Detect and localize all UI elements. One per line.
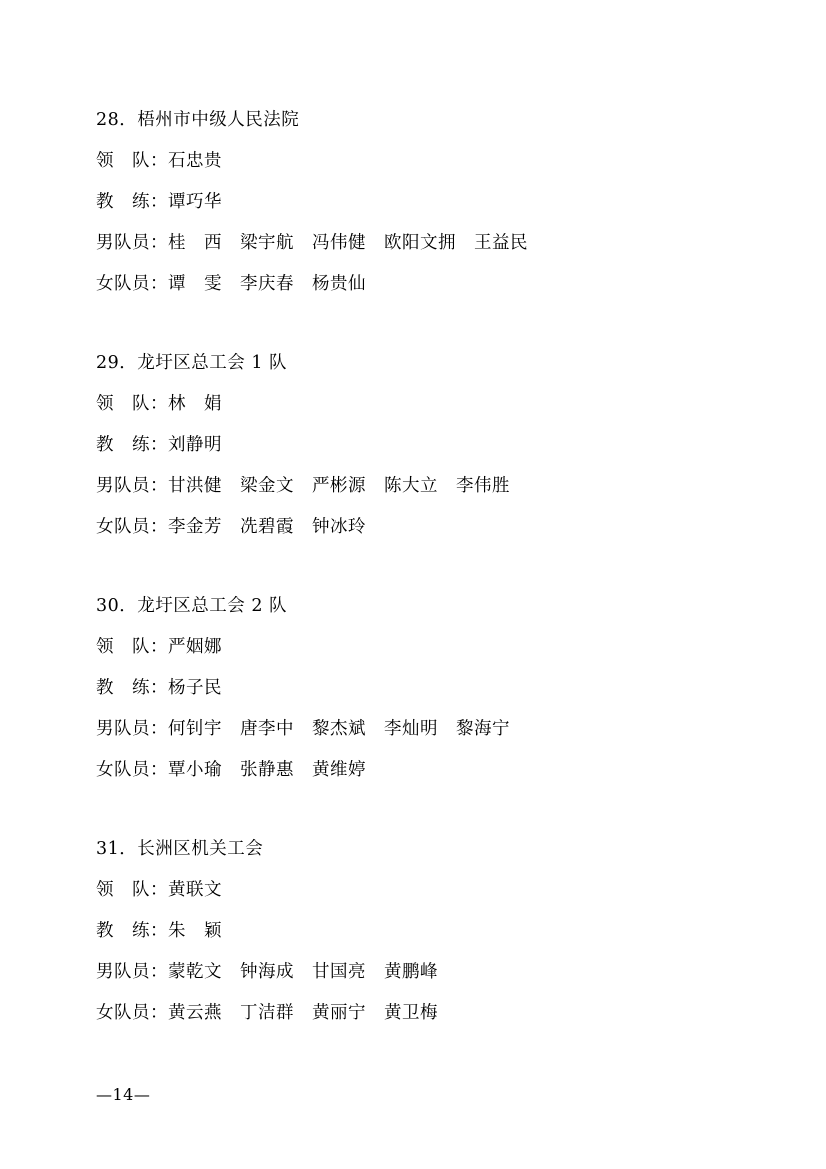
team-male-players-row xyxy=(96,952,732,993)
male-players-label: 男队员： xyxy=(96,719,168,739)
male-players-label: 男队员： xyxy=(96,476,168,496)
leader-label: 领 队： xyxy=(96,151,168,171)
male-players-label: 男队员： xyxy=(96,233,168,253)
coach-name: 刘静明 xyxy=(168,435,222,455)
leader-label: 领 队： xyxy=(96,880,168,900)
leader-label: 领 队： xyxy=(96,394,168,414)
team-title: 30．龙圩区总工会 2 队 xyxy=(96,596,288,616)
leader-name: 黄联文 xyxy=(168,880,222,900)
leader-name: 严姻娜 xyxy=(168,637,222,657)
team-female-players-row xyxy=(96,507,732,548)
team-leader-row xyxy=(96,627,732,668)
team-leader-row xyxy=(96,384,732,425)
male-players-names: 何钊宇 唐李中 黎杰斌 李灿明 黎海宁 xyxy=(168,719,510,739)
team-female-players-row xyxy=(96,264,732,305)
male-players-names: 蒙乾文 钟海成 甘国亮 黄鹏峰 xyxy=(168,962,438,982)
team-female-players-row xyxy=(96,750,732,791)
team-title: 31．长洲区机关工会 xyxy=(96,839,264,859)
coach-label: 教 练： xyxy=(96,435,168,455)
leader-name: 石忠贵 xyxy=(168,151,222,171)
team-entry xyxy=(96,586,732,791)
female-players-names: 覃小瑜 张静惠 黄维婷 xyxy=(168,760,366,780)
coach-name: 谭巧华 xyxy=(168,192,222,212)
coach-name: 朱 颖 xyxy=(168,921,222,941)
team-leader-row xyxy=(96,141,732,182)
team-entry xyxy=(96,343,732,548)
team-female-players-row xyxy=(96,993,732,1034)
team-male-players-row xyxy=(96,223,732,264)
female-players-label: 女队员： xyxy=(96,274,168,294)
coach-label: 教 练： xyxy=(96,921,168,941)
team-coach-row xyxy=(96,182,732,223)
team-title: 29．龙圩区总工会 1 队 xyxy=(96,353,288,373)
coach-label: 教 练： xyxy=(96,192,168,212)
female-players-names: 谭 雯 李庆春 杨贵仙 xyxy=(168,274,366,294)
female-players-names: 黄云燕 丁洁群 黄丽宁 黄卫梅 xyxy=(168,1003,438,1023)
team-coach-row xyxy=(96,668,732,709)
coach-name: 杨子民 xyxy=(168,678,222,698)
female-players-names: 李金芳 冼碧霞 钟冰玲 xyxy=(168,517,366,537)
team-entry xyxy=(96,100,732,305)
page-content xyxy=(96,100,732,1072)
female-players-label: 女队员： xyxy=(96,1003,168,1023)
leader-name: 林 娟 xyxy=(168,394,222,414)
coach-label: 教 练： xyxy=(96,678,168,698)
female-players-label: 女队员： xyxy=(96,760,168,780)
male-players-names: 甘洪健 梁金文 严彬源 陈大立 李伟胜 xyxy=(168,476,510,496)
team-male-players-row xyxy=(96,709,732,750)
page-number: —14— xyxy=(96,1085,151,1104)
team-entry xyxy=(96,829,732,1034)
team-male-players-row xyxy=(96,466,732,507)
team-coach-row xyxy=(96,911,732,952)
team-title: 28．梧州市中级人民法院 xyxy=(96,110,300,130)
team-coach-row xyxy=(96,425,732,466)
male-players-names: 桂 西 梁宇航 冯伟健 欧阳文拥 王益民 xyxy=(168,233,528,253)
male-players-label: 男队员： xyxy=(96,962,168,982)
female-players-label: 女队员： xyxy=(96,517,168,537)
team-leader-row xyxy=(96,870,732,911)
leader-label: 领 队： xyxy=(96,637,168,657)
